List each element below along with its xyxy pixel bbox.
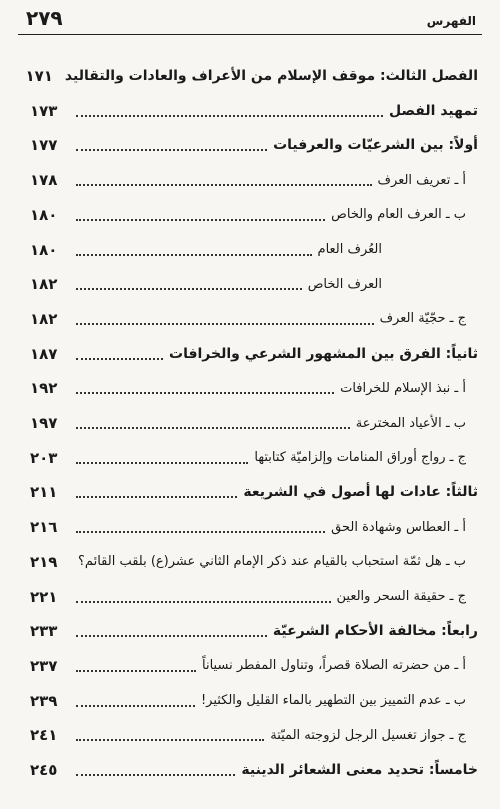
dot-leader <box>76 358 163 360</box>
toc-entry-page: ١٧٨ <box>30 171 58 190</box>
toc-entry-page: ١٨٠ <box>30 205 58 224</box>
toc-entry-page: ٢٠٣ <box>30 448 58 467</box>
toc-entry-title: ثانياً: الفرق بين المشهور الشرعي والخرافات <box>169 345 478 362</box>
toc-entry-title: ثالثاً: عادات لها أصول في الشريعة <box>243 484 478 501</box>
toc-entry-title: ب ـ الأعياد المخترعة <box>355 415 466 431</box>
dot-leader <box>76 739 264 741</box>
dot-leader <box>76 670 196 672</box>
toc-entry <box>30 307 478 331</box>
toc-entry <box>30 168 478 192</box>
toc-entry <box>30 342 478 366</box>
toc-entry-page: ١٩٧ <box>30 414 58 432</box>
dot-leader <box>76 254 312 256</box>
toc-entry <box>30 619 478 643</box>
page-number: ٢٧٩ <box>26 6 63 30</box>
toc-entry-page: ٢٤٥ <box>30 761 58 779</box>
toc-entry-title: ب ـ العرف العام والخاص <box>331 207 466 223</box>
toc-entry-title: أولاً: بين الشرعيّات والعرفيات <box>273 137 478 154</box>
dot-leader <box>76 601 331 603</box>
toc-entry <box>30 550 478 574</box>
dot-leader <box>76 531 325 533</box>
toc-entry-page: ١٨٧ <box>30 344 58 363</box>
toc-entry-page: ١٧١ <box>25 67 53 85</box>
toc-entry-title: تمهيد الفصل <box>389 102 478 119</box>
dot-leader <box>76 288 302 290</box>
dot-leader <box>76 219 325 221</box>
toc-entry <box>30 585 478 609</box>
toc-entry-page: ١٧٣ <box>30 101 58 120</box>
dot-leader <box>76 774 235 776</box>
toc-entry <box>30 203 478 227</box>
toc-entry <box>30 446 478 470</box>
toc-entry-title: العرف الخاص <box>307 276 382 292</box>
dot-leader <box>76 427 350 429</box>
toc-entry <box>30 411 478 435</box>
toc-entry-page: ١٩٢ <box>30 379 58 398</box>
toc-entry-title: ب ـ هل ثمّة استحباب بالقيام عند ذكر الإمام الثاني عشر(ع) بلقب القائم؟ <box>78 554 466 570</box>
toc-entry-page: ٢٢١ <box>30 587 58 606</box>
toc-entry-title: رابعاً: مخالفة الأحكام الشرعيّة <box>272 623 478 640</box>
toc-entry-title: ب ـ عدم التمييز بين التطهير بالماء القليل والكثير! <box>200 693 466 709</box>
dot-leader <box>76 705 195 707</box>
dot-leader <box>76 115 383 117</box>
toc-entry-page: ١٨٢ <box>30 275 58 294</box>
toc-entry <box>30 689 478 713</box>
dot-leader <box>76 635 267 637</box>
toc-entry-page: ٢٣٣ <box>30 622 58 641</box>
dot-leader <box>76 149 267 151</box>
dot-leader <box>76 462 248 464</box>
toc-entry-page: ٢١٦ <box>30 518 58 537</box>
dot-leader <box>76 392 334 394</box>
toc-entry <box>30 723 478 747</box>
toc-entry <box>30 376 478 400</box>
toc-entry-title: أ ـ نبذ الإسلام للخرافات <box>340 380 466 396</box>
toc-entry-title: أ ـ من حضرته الصلاة قصراً، وتناول المفطر نسياناً <box>202 658 466 674</box>
toc-entry-page: ١٧٧ <box>30 136 58 155</box>
toc-entry-page: ٢٣٧ <box>30 656 58 675</box>
toc-entry-page: ٢٣٩ <box>30 691 58 710</box>
running-title: الفهرس <box>426 14 476 28</box>
dot-leader <box>76 323 374 325</box>
toc-entry-title: خامساً: تحديد معنى الشعائر الدينية <box>241 762 478 778</box>
toc-entry <box>30 238 478 262</box>
toc-entry-title: أ ـ تعريف العرف <box>377 172 466 188</box>
toc-entry-page: ٢١١ <box>30 483 58 502</box>
toc-entry <box>30 515 478 539</box>
toc-entry-page: ١٨٠ <box>30 240 58 259</box>
toc-entry <box>30 272 478 296</box>
toc-entry-title: ج ـ حقيقة السحر والعين <box>336 589 466 604</box>
toc-entry-title: ج ـ حجّيّة العرف <box>379 311 466 327</box>
toc-entry <box>30 654 478 678</box>
toc-entry <box>25 64 478 88</box>
toc-entry-page: ١٨٢ <box>30 309 58 328</box>
toc-entry <box>30 99 478 123</box>
toc-entry-title: أ ـ العطاس وشهادة الحق <box>331 519 466 535</box>
toc-entry <box>30 758 478 782</box>
toc-entry-title: ج ـ جواز تغسيل الرجل لزوجته الميّتة <box>270 727 466 743</box>
toc-entry <box>30 480 478 504</box>
toc-entry-page: ٢١٩ <box>30 552 58 571</box>
toc-entry-page: ٢٤١ <box>30 726 58 745</box>
dot-leader <box>76 496 237 498</box>
toc-entry-title: العُرف العام <box>317 242 382 257</box>
dot-leader <box>76 184 372 186</box>
toc-entry-title: ج ـ رواج أوراق المنامات وإلزاميّة كتابتها <box>254 450 466 466</box>
toc-entry-title: الفصل الثالث: موقف الإسلام من الأعراف والعادات والتقاليد <box>64 68 478 84</box>
toc-entry <box>30 133 478 157</box>
